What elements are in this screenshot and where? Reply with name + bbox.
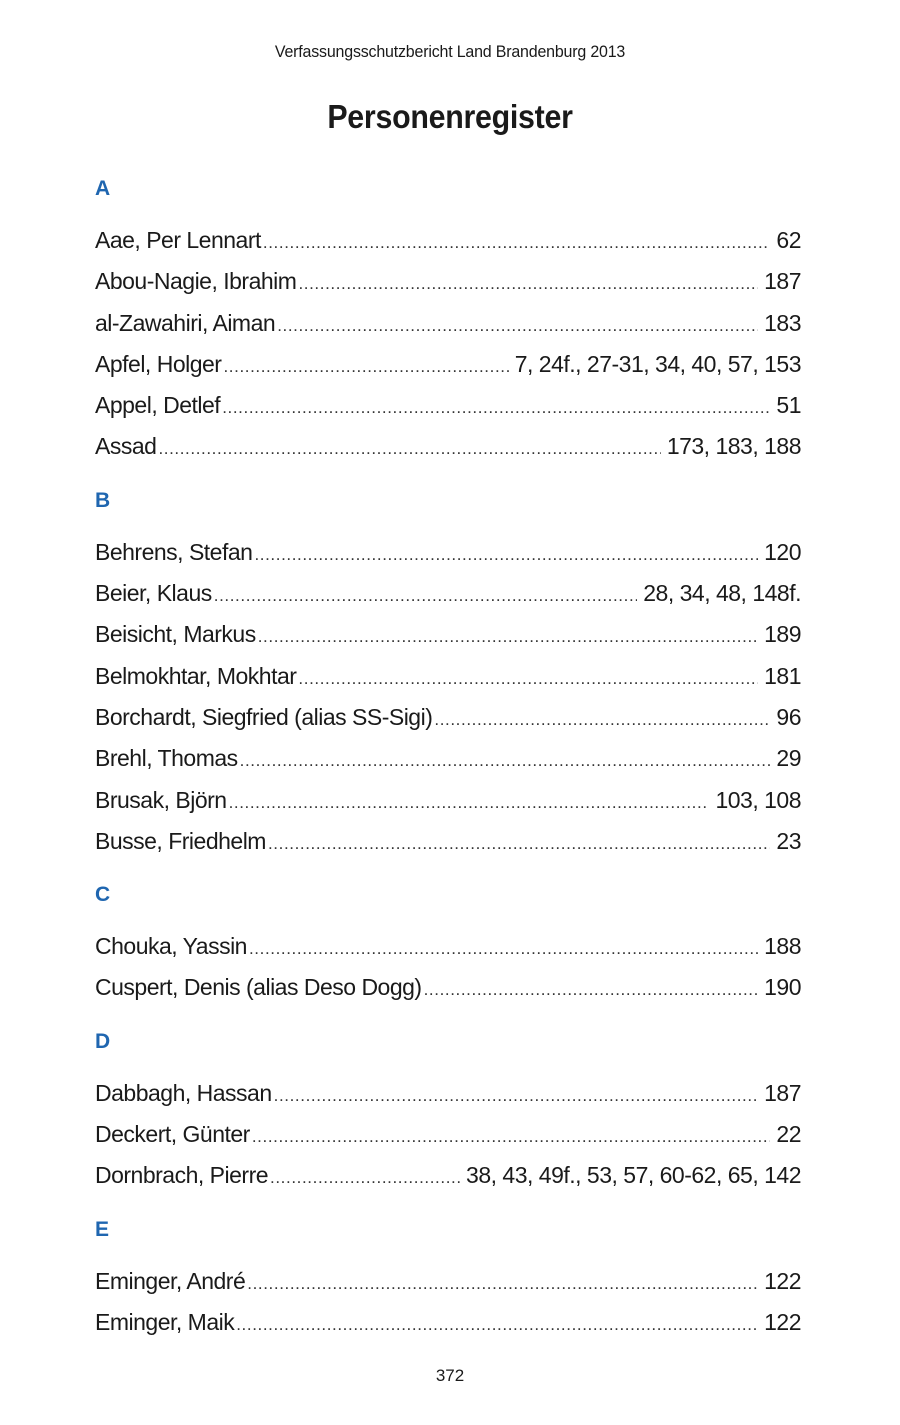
entry-pages: 96 — [776, 703, 801, 730]
entry-pages: 181 — [764, 662, 801, 689]
dot-leader — [247, 1263, 758, 1304]
register-section-a — [95, 170, 801, 468]
entry-pages: 38, 43, 49f., 53, 57, 60-62, 65, 142 — [466, 1162, 801, 1189]
dot-leader — [223, 346, 508, 387]
dot-leader — [240, 740, 771, 781]
entry-name: Brusak, Björn — [95, 786, 227, 813]
entry-pages: 28, 34, 48, 148f. — [643, 580, 801, 607]
entry-pages: 122 — [764, 1308, 801, 1335]
register-entry — [95, 573, 801, 614]
dot-leader — [236, 1304, 758, 1345]
register-section-b — [95, 482, 801, 862]
dot-leader — [229, 782, 710, 823]
entry-name: Appel, Detlef — [95, 392, 221, 419]
register-entry — [95, 1155, 801, 1196]
register-entry — [95, 261, 801, 302]
entry-name: Eminger, Maik — [95, 1308, 235, 1335]
entry-pages: 23 — [776, 827, 801, 854]
entry-name: Busse, Friedhelm — [95, 827, 266, 854]
register-entry — [95, 1302, 801, 1343]
register-section-c — [95, 876, 801, 1009]
register-section-d — [95, 1023, 801, 1197]
entry-name: Apfel, Holger — [95, 350, 222, 377]
entry-pages: 22 — [776, 1121, 801, 1148]
dot-leader — [263, 222, 771, 263]
dot-leader — [258, 616, 758, 657]
entry-name: Dabbagh, Hassan — [95, 1079, 272, 1106]
page-number: 372 — [435, 1366, 465, 1385]
register-entry — [95, 344, 801, 385]
section-letter: B — [95, 488, 111, 512]
section-letter: E — [95, 1217, 110, 1241]
dot-leader — [249, 928, 758, 969]
entry-pages: 51 — [776, 392, 801, 419]
register-entry — [95, 821, 801, 862]
entry-pages: 103, 108 — [715, 786, 801, 813]
dot-leader — [274, 1075, 759, 1116]
register-entry — [95, 967, 801, 1008]
register-entry — [95, 532, 801, 573]
entry-name: Dornbrach, Pierre — [95, 1162, 269, 1189]
page-title: Personenregister — [327, 98, 573, 135]
entry-pages: 187 — [764, 1079, 801, 1106]
register-entry — [95, 1261, 801, 1302]
section-letter: D — [95, 1029, 111, 1053]
entry-name: Borchardt, Siegfried (alias SS-Sigi) — [95, 703, 433, 730]
entry-pages: 62 — [776, 227, 801, 253]
register-entry — [95, 220, 801, 261]
dot-leader — [252, 1116, 771, 1157]
register-entry — [95, 738, 801, 779]
dot-leader — [270, 1157, 460, 1198]
entry-pages: 189 — [764, 621, 801, 648]
dot-leader — [214, 575, 638, 616]
entry-name: Beier, Klaus — [95, 580, 212, 607]
entry-name: Brehl, Thomas — [95, 745, 238, 772]
person-register — [95, 168, 801, 1343]
dot-leader — [158, 428, 660, 469]
register-entry — [95, 303, 801, 344]
entry-pages: 188 — [764, 933, 801, 960]
section-letter: A — [95, 177, 111, 200]
entry-name: Abou-Nagie, Ibrahim — [95, 268, 297, 295]
register-entry — [95, 780, 801, 821]
dot-leader — [298, 658, 758, 699]
entry-pages: 7, 24f., 27-31, 34, 40, 57, 153 — [514, 350, 801, 377]
entry-pages: 122 — [764, 1267, 801, 1294]
entry-name: Assad — [95, 433, 157, 460]
section-letter: C — [95, 883, 111, 907]
entry-name: Chouka, Yassin — [95, 933, 247, 960]
entry-name: Eminger, André — [95, 1267, 246, 1294]
register-entry — [95, 697, 801, 738]
register-entry — [95, 1073, 801, 1114]
entry-pages: 120 — [764, 538, 801, 565]
entry-pages: 190 — [764, 974, 801, 1001]
entry-name: Aae, Per Lennart — [95, 227, 261, 253]
dot-leader — [277, 305, 758, 346]
register-entry — [95, 926, 801, 967]
running-header: Verfassungsschutzbericht Land Brandenburg 2013 — [274, 42, 626, 61]
register-entry — [95, 1114, 801, 1155]
dot-leader — [298, 263, 758, 304]
dot-leader — [424, 969, 759, 1010]
entry-name: Cuspert, Denis (alias Deso Dogg) — [95, 974, 422, 1001]
dot-leader — [434, 699, 770, 740]
entry-name: al-Zawahiri, Aiman — [95, 309, 276, 336]
dot-leader — [254, 534, 758, 575]
entry-pages: 183 — [764, 309, 801, 336]
register-entry — [95, 656, 801, 697]
dot-leader — [268, 823, 770, 864]
entry-pages: 187 — [764, 268, 801, 295]
dot-leader — [222, 387, 770, 428]
register-entry — [95, 614, 801, 655]
register-entry — [95, 385, 801, 426]
register-entry — [95, 426, 801, 467]
entry-pages: 29 — [776, 745, 801, 772]
entry-name: Deckert, Günter — [95, 1121, 250, 1148]
entry-name: Behrens, Stefan — [95, 538, 253, 565]
register-section-e — [95, 1211, 801, 1344]
entry-name: Beisicht, Markus — [95, 621, 256, 648]
entry-pages: 173, 183, 188 — [666, 433, 801, 460]
entry-name: Belmokhtar, Mokhtar — [95, 662, 297, 689]
